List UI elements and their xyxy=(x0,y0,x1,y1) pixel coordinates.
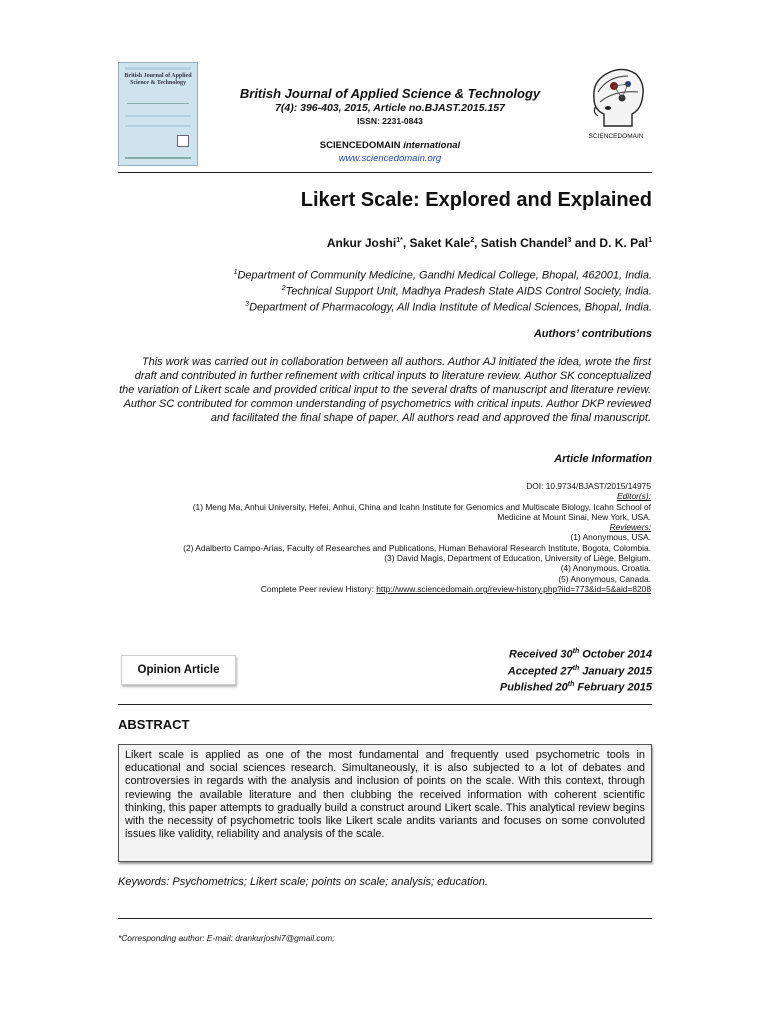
accepted-sup: th xyxy=(572,664,580,672)
affiliation xyxy=(118,301,652,314)
author-name: Ankur Joshi xyxy=(326,236,397,250)
published-label: Published 20 xyxy=(499,681,568,694)
journal-cover-image xyxy=(118,62,198,166)
header-divider xyxy=(118,172,652,173)
abstract-heading: ABSTRACT xyxy=(118,717,190,732)
contributions-text: This work was carried out in collaboration between all authors. Author AJ initiated the idea, wrote the first draft and contributed in further refinement with critical inputs to literature review. Author SK conceptualized the variation of Likert scale and provided critical input to the several drafts of manuscript and literature review. Author SC contributed for common understanding of psychometrics with critical inputs. Author DKP reviewed and facilitated the final shape of paper. All authors read and approved the final manuscript. xyxy=(119,356,651,424)
doi: DOI: 10.9734/BJAST/2015/14975 xyxy=(526,481,651,491)
section-divider xyxy=(118,704,652,705)
publisher xyxy=(200,140,580,151)
author-name: Saket Kale xyxy=(409,236,471,250)
article-type-badge: Opinion Article xyxy=(121,655,236,685)
peer-review-link[interactable]: http://www.sciencedomain.org/review-history.php?iid=773&id=5&aid=8208 xyxy=(376,583,651,594)
cover-badge xyxy=(177,135,189,147)
logo-label: SCIENCEDOMAIN xyxy=(588,133,644,140)
published-date xyxy=(400,678,652,695)
received-sup: th xyxy=(572,648,580,655)
article-info-heading: Article Information xyxy=(554,453,652,465)
sciencedomain-logo-icon xyxy=(584,62,648,132)
keywords: Keywords: Psychometrics; Likert scale; points on scale; analysis; education. xyxy=(118,876,488,888)
author-name: D. K. Pal xyxy=(599,236,649,250)
author-sup: 2 xyxy=(470,237,475,244)
journal-title: British Journal of Applied Science & Technology xyxy=(239,86,541,101)
received-date xyxy=(400,645,652,662)
editors-label: Editor(s): xyxy=(617,491,651,502)
accepted-label: Accepted 27 xyxy=(507,665,573,678)
accepted-date xyxy=(400,662,652,679)
contributions-heading: Authors’ contributions xyxy=(533,328,652,340)
article-info-block xyxy=(100,481,651,594)
published-rest: February 2015 xyxy=(574,681,652,694)
author-list: Ankur Joshi$^{1*}$, Saket Kale$^2$, Satish Chandel$^3$ and D. K. Pal$^1$ xyxy=(326,236,652,250)
reviewer-line: (1) Anonymous, USA. xyxy=(570,532,651,543)
received-label: Received 30 xyxy=(509,648,573,661)
author-name: Satish Chandel xyxy=(480,236,568,250)
reviewer-line: (4) Anonymous, Croatia. xyxy=(560,563,651,574)
peer-review-history xyxy=(100,584,651,594)
abstract-box: Likert scale is applied as one of the most fundamental and frequently used psychometric tools in educational and social sciences research. Simultaneously, it is also subjected to a lot of debates and controversies in regards with the analysis and inclusion of points on the scale. With this context, through reviewing the available literature and then clubbing the received information with coherent scientific thinking, this paper attempts to gradually build a construct around Likert scale. This analytical review begins with the necessity of psychometric tools like Likert scale andits variants and focuses on some convoluted issues like validity, reliability and analysis of the scale. xyxy=(118,744,652,862)
footnote-divider xyxy=(118,918,652,919)
article-title: Likert Scale: Explored and Explained xyxy=(300,189,652,211)
affiliation xyxy=(118,269,652,282)
affiliation xyxy=(118,285,652,298)
accepted-rest: January 2015 xyxy=(579,665,652,678)
author-sup: 1 xyxy=(648,237,652,244)
affiliation-text: Technical Support Unit, Madhya Pradesh State AIDS Control Society, India. xyxy=(285,285,652,298)
reviewer-line: (2) Adalberto Campo-Arias, Faculty of Researches and Publications, Human Behavioral Research Institute, Bogota, Colombia. xyxy=(183,542,651,553)
publisher-url[interactable]: www.sciencedomain.org xyxy=(338,153,442,164)
peer-review-prefix: Complete Peer review History: xyxy=(260,583,377,594)
affiliation-sup: 3 xyxy=(245,301,250,308)
affiliation-text: Department of Pharmacology, All India Institute of Medical Sciences, Bhopal, India. xyxy=(249,301,652,314)
published-sup: th xyxy=(567,681,575,689)
issn: ISSN: 2231-0843 xyxy=(357,116,423,126)
affiliation-text: Department of Community Medicine, Gandhi Medical College, Bhopal, 462001, India. xyxy=(237,269,652,282)
publication-dates xyxy=(400,645,652,695)
reviewer-line: (3) David Magis, Department of Education, University of Liège, Belgium. xyxy=(384,553,651,564)
affiliation-sup: 1 xyxy=(233,269,238,276)
volume-line: 7(4): 396-403, 2015, Article no.BJAST.2015.157 xyxy=(275,102,505,114)
reviewers-label: Reviewers: xyxy=(609,522,651,533)
editor-line: Medicine at Mount Sinai, New York, USA. xyxy=(497,511,651,522)
affiliation-sup: 2 xyxy=(281,285,286,292)
author-sup: 3 xyxy=(567,237,572,244)
publisher-suffix: international xyxy=(403,140,461,151)
cover-title: British Journal of Applied Science & Technology xyxy=(124,73,192,86)
reviewer-line: (5) Anonymous, Canada. xyxy=(558,573,651,584)
corresponding-author: *Corresponding author: E-mail: drankurjoshi7@gmail.com; xyxy=(118,933,335,943)
editor-line: (1) Meng Ma, Anhui University, Hefei, Anhui, China and Icahn Institute for Genomics and Multiscale Biology, Icahn School of xyxy=(192,501,651,512)
received-rest: October 2014 xyxy=(579,648,652,661)
publisher-name: SCIENCEDOMAIN xyxy=(319,140,401,151)
author-sup: 1* xyxy=(396,237,403,244)
